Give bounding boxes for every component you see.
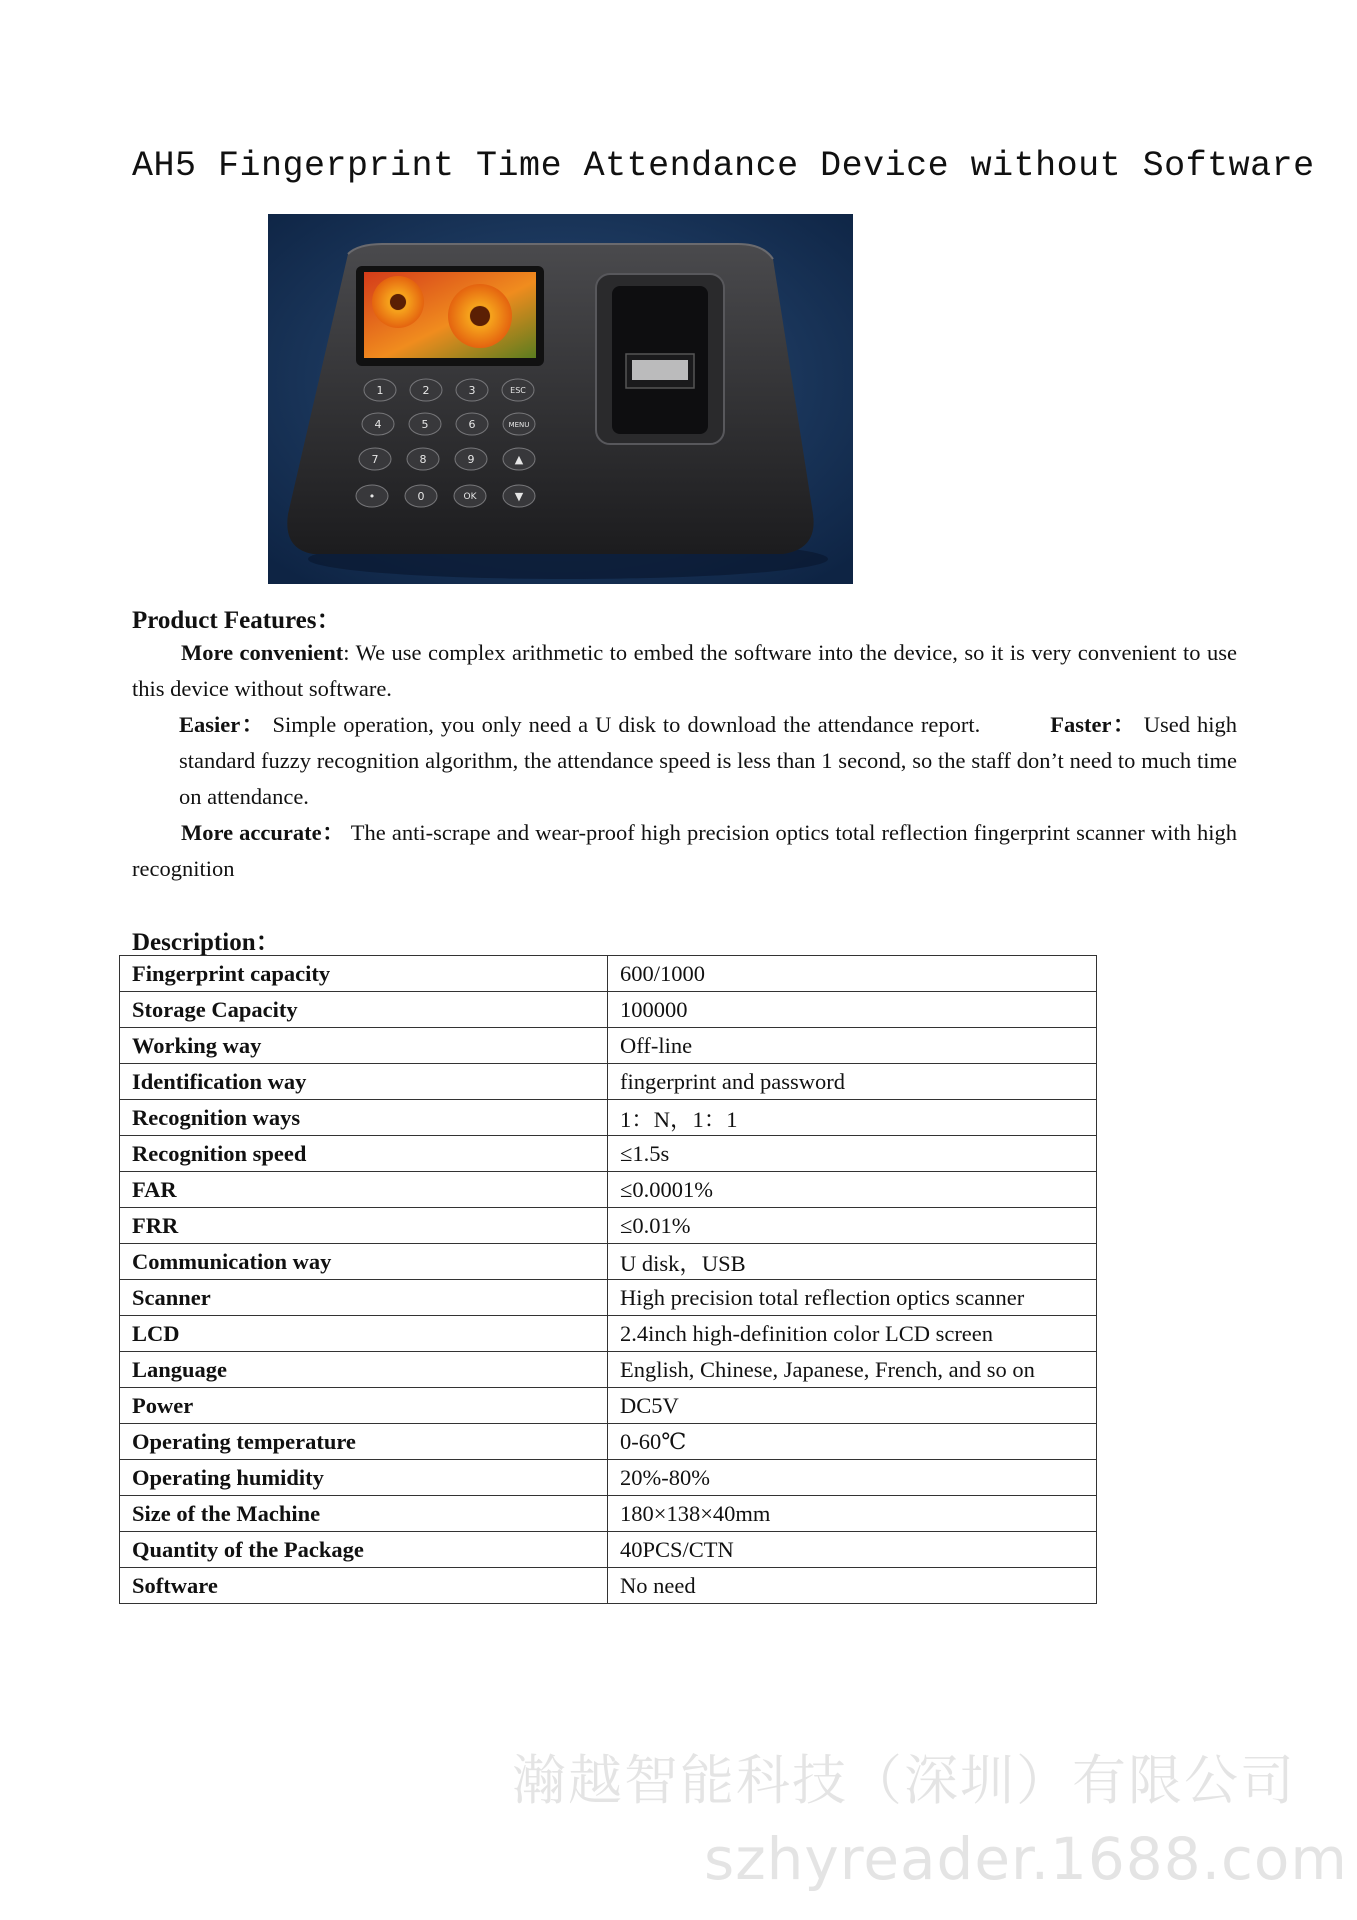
table-row <box>120 1388 1097 1424</box>
spec-label: Scanner <box>120 1280 608 1316</box>
spec-value: English, Chinese, Japanese, French, and so on <box>608 1352 1097 1388</box>
svg-text:ESC: ESC <box>510 386 526 395</box>
feature-text: The anti-scrape and wear-proof high precision optics total reflection fingerprint scanner with high recognition <box>132 820 1237 881</box>
svg-text:MENU: MENU <box>508 421 530 429</box>
spec-label: Software <box>120 1568 608 1604</box>
spec-value: 180×138×40mm <box>608 1496 1097 1532</box>
table-row <box>120 1460 1097 1496</box>
svg-text:8: 8 <box>419 453 427 466</box>
spec-value: fingerprint and password <box>608 1064 1097 1100</box>
feature-label: Easier： <box>179 712 266 737</box>
table-row <box>120 992 1097 1028</box>
feature-text: Used high standard fuzzy recognition algorithm, the attendance speed is less than 1 second, so the staff don’t need to much time on attendance. <box>179 712 1238 809</box>
spec-label: FRR <box>120 1208 608 1244</box>
svg-text:7: 7 <box>371 453 379 466</box>
spec-label: Recognition speed <box>120 1136 608 1172</box>
spec-label: Language <box>120 1352 608 1388</box>
spec-value: 1：N，1：1 <box>608 1100 1097 1136</box>
table-row <box>120 1352 1097 1388</box>
spec-value: 40PCS/CTN <box>608 1532 1097 1568</box>
table-row <box>120 1496 1097 1532</box>
watermark-site: szhyreader.1688.com <box>704 1825 1348 1893</box>
watermark-company: 瀚越智能科技（深圳）有限公司 <box>512 1749 1296 1812</box>
spec-value: ≤0.01% <box>608 1208 1097 1244</box>
feature-convenient <box>132 635 1237 707</box>
description-heading: Description： <box>132 929 281 956</box>
spec-label: Storage Capacity <box>120 992 608 1028</box>
spec-value: High precision total reflection optics scanner <box>608 1280 1097 1316</box>
spec-value: 600/1000 <box>608 956 1097 992</box>
table-row <box>120 1136 1097 1172</box>
feature-label: More convenient <box>181 640 344 665</box>
feature-accurate <box>132 815 1237 887</box>
spec-label: Working way <box>120 1028 608 1064</box>
spec-value: 100000 <box>608 992 1097 1028</box>
spec-label: Quantity of the Package <box>120 1532 608 1568</box>
table-row <box>120 1280 1097 1316</box>
feature-label: More accurate： <box>181 820 346 845</box>
table-row <box>120 1100 1097 1136</box>
svg-text:6: 6 <box>468 418 476 431</box>
spec-label: LCD <box>120 1316 608 1352</box>
table-row <box>120 1316 1097 1352</box>
table-row <box>120 1208 1097 1244</box>
table-row <box>120 1532 1097 1568</box>
spec-value: 2.4inch high-definition color LCD screen <box>608 1316 1097 1352</box>
specs-table <box>119 955 1097 1604</box>
svg-text:4: 4 <box>374 418 382 431</box>
spec-label: Operating temperature <box>120 1424 608 1460</box>
feature-text: Simple operation, you only need a U disk to download the attendance report. <box>272 712 981 737</box>
product-photo <box>268 214 853 584</box>
spec-label: Power <box>120 1388 608 1424</box>
spec-value: Off-line <box>608 1028 1097 1064</box>
svg-text:0: 0 <box>417 490 425 503</box>
spec-value: ≤0.0001% <box>608 1172 1097 1208</box>
table-row <box>120 1064 1097 1100</box>
spec-label: Communication way <box>120 1244 608 1280</box>
svg-text:3: 3 <box>468 384 476 397</box>
table-row <box>120 1028 1097 1064</box>
spec-value: 20%-80% <box>608 1460 1097 1496</box>
svg-text:5: 5 <box>421 418 429 431</box>
svg-text:•: • <box>368 490 376 503</box>
svg-text:9: 9 <box>467 453 475 466</box>
spec-label: Recognition ways <box>120 1100 608 1136</box>
spec-value: ≤1.5s <box>608 1136 1097 1172</box>
feature-text: : We use complex arithmetic to embed the software into the device, so it is very convenient to use this device without software. <box>132 640 1237 701</box>
features-heading: Product Features： <box>132 607 342 634</box>
table-row <box>120 1568 1097 1604</box>
spec-value: DC5V <box>608 1388 1097 1424</box>
spec-value: 0-60℃ <box>608 1424 1097 1460</box>
svg-text:OK: OK <box>463 492 477 502</box>
spec-label: Identification way <box>120 1064 608 1100</box>
features-text <box>132 635 1237 887</box>
spec-label: FAR <box>120 1172 608 1208</box>
svg-text:▲: ▲ <box>514 453 524 466</box>
table-row <box>120 1424 1097 1460</box>
table-row <box>120 1172 1097 1208</box>
spec-value: No need <box>608 1568 1097 1604</box>
table-row <box>120 1244 1097 1280</box>
page-title: AH5 Fingerprint Time Attendance Device without Software <box>132 146 1315 186</box>
feature-label: Faster： <box>1050 712 1137 737</box>
spec-label: Fingerprint capacity <box>120 956 608 992</box>
svg-text:▼: ▼ <box>514 490 524 503</box>
svg-text:2: 2 <box>422 384 430 397</box>
spec-label: Size of the Machine <box>120 1496 608 1532</box>
spec-value: U disk，USB <box>608 1244 1097 1280</box>
spec-label: Operating humidity <box>120 1460 608 1496</box>
feature-easier-faster <box>132 707 1237 815</box>
svg-text:1: 1 <box>376 384 384 397</box>
table-row <box>120 956 1097 992</box>
